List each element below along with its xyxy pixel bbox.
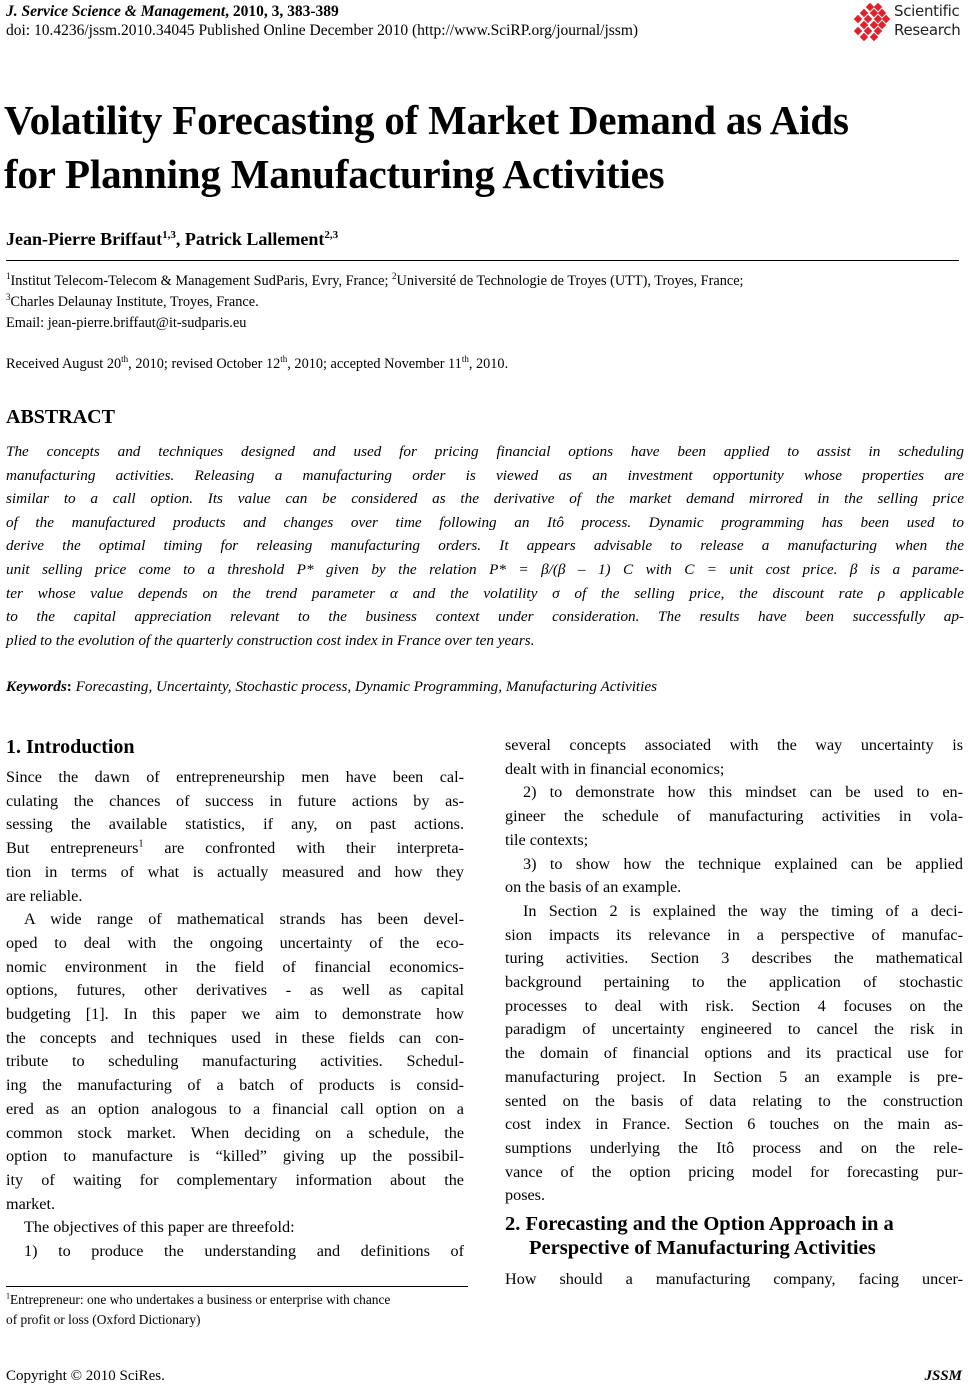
doi-line: doi: 10.4236/jssm.2010.34045 Published Online December 2010 (http://www.SciRP.org/journal/jssm) (6, 22, 639, 39)
text-line (6, 837, 464, 861)
abstract-line: derive the optimal timing for releasing manufacturing orders. It appears advisable to release a manufacturing when the (6, 537, 964, 555)
ordinal-sup: th (280, 354, 288, 365)
abstract-heading: ABSTRACT (6, 406, 115, 428)
affil-sup: 1 (6, 271, 11, 282)
paper-title (4, 93, 964, 201)
logo-diamond (854, 15, 862, 23)
text-line: oped to deal with the ongoing uncertainty of the eco- (6, 933, 464, 952)
paragraph (505, 1268, 963, 1292)
revised-text: , 2010; revised October 12 (128, 356, 281, 372)
abstract-line: The concepts and techniques designed and used for pricing financial options have been applied to assist in scheduling (6, 443, 964, 460)
text-line: sumptions underlying the Itô process and on the rele- (505, 1138, 963, 1157)
text-line: common stock market. When deciding on a schedule, the (6, 1123, 464, 1142)
text-line: How should a manufacturing company, facing uncer- (505, 1270, 963, 1289)
received-text: Received August 20 (6, 356, 122, 372)
text-line: ity of waiting for complementary information about the (6, 1170, 464, 1189)
ordinal-sup: th (121, 354, 129, 365)
journal-volume-pages: , 2010, 3, 383-389 (225, 3, 339, 20)
footnote-text: Entrepreneur: one who undertakes a business or enterprise with chance (10, 1292, 391, 1307)
abstract-line: ter whose value depends on the trend parameter α and the volatility σ of the selling price, the discount rate ρ applicable (6, 584, 964, 602)
text-line: nomic environment in the field of financial economics- (6, 957, 464, 976)
abstract-body (6, 440, 964, 652)
section-heading-forecasting (505, 1212, 963, 1260)
text-line: ered as an option analogous to a financial call option on a (6, 1099, 464, 1118)
text-fragment: are confronted with their interpreta- (143, 839, 464, 858)
copyright: Copyright © 2010 SciRes. (6, 1368, 165, 1384)
keywords-label: Keywords (6, 678, 67, 695)
author-list: Jean-Pierre Briffaut$^{1,3}$, Patrick Lallement$^{2,3}$ (6, 229, 339, 249)
text-line: 1) to produce the understanding and definitions of (24, 1242, 464, 1261)
received-dates (6, 356, 508, 373)
text-line: In Section 2 is explained the way the timing of a deci- (523, 901, 963, 920)
text-line: 2) to demonstrate how this mindset can be used to en- (523, 783, 963, 802)
text-line: The objectives of this paper are threefold: (24, 1218, 295, 1237)
abstract-line: plied to the evolution of the quarterly construction cost index in France over ten years. (6, 631, 535, 649)
email-line: Email: jean-pierre.briffaut@it-sudparis.eu (6, 315, 247, 331)
abstract-line: to the capital appreciation relevant to the business context under consideration. The results have been successfully ap- (6, 608, 964, 626)
journal-abbrev: JSSM (924, 1368, 962, 1384)
author-affil-sup: 2,3 (324, 229, 339, 241)
paragraph (6, 1240, 464, 1264)
paragraph (505, 900, 963, 1208)
text-line: the concepts and techniques used in these fields can con- (6, 1028, 464, 1047)
paragraph (6, 908, 464, 1216)
affiliation-3: Charles Delaunay Institute, Troyes, France. (10, 294, 259, 310)
author-affil-sup: 1,3 (162, 229, 176, 241)
right-column (505, 734, 963, 1292)
text-line: dealt with in financial economics; (505, 759, 725, 778)
text-line: tile contexts; (505, 830, 589, 849)
keywords-separator: : (66, 678, 76, 695)
text-line: processes to deal with risk. Section 4 focuses on the (505, 996, 963, 1015)
ordinal-sup: th (461, 354, 469, 365)
footnote-number: 1 (6, 1291, 10, 1301)
text-line: poses. (505, 1186, 546, 1205)
journal-name: J. Service Science & Management (6, 3, 226, 20)
author-name: Patrick Lallement (184, 229, 325, 249)
footnote-divider (6, 1286, 468, 1287)
text-line: on the basis of an example. (505, 878, 682, 897)
left-column (6, 734, 464, 1264)
text-fragment: But entrepreneurs (6, 839, 139, 858)
keywords-list: Forecasting, Uncertainty, Stochastic process, Dynamic Programming, Manufacturing Activities (75, 678, 658, 695)
keywords (6, 678, 657, 696)
paragraph (6, 1216, 464, 1240)
accepted-text: , 2010; accepted November 11 (287, 356, 462, 372)
publisher-logo (850, 2, 968, 46)
affiliation-2: Université de Technologie de Troyes (UTT), Troyes, France; (396, 273, 744, 289)
footnote-text: of profit or loss (Oxford Dictionary) (6, 1312, 201, 1327)
text-line: 3) to show how the technique explained can be applied (523, 854, 963, 873)
journal-citation (6, 3, 339, 21)
red-diamond-cluster-icon (850, 3, 892, 43)
text-line: culating the chances of success in future actions by as- (6, 791, 464, 810)
abstract-line: similar to a call option. Its value can be considered as the derivative of the market demand mirrored in the selling price (6, 490, 964, 508)
text-line: market. (6, 1194, 55, 1213)
affil-sup: 3 (6, 292, 11, 303)
abstract-line: unit selling price come to a threshold P* given by the relation P* = β/(β – 1) C with C = unit cost price. β is a parame- (6, 560, 964, 578)
text-line: manufacturing project. In Section 5 an example is pre- (505, 1067, 963, 1086)
paragraph (505, 781, 963, 852)
text-line: ing the manufacturing of a batch of products is consid- (6, 1076, 464, 1095)
text-line: several concepts associated with the way uncertainty is (505, 736, 963, 754)
text-line: vance of the option pricing model for forecasting pur- (505, 1162, 963, 1181)
footnote (6, 1290, 466, 1330)
title-line-1: Volatility Forecasting of Market Demand as Aids (4, 97, 849, 143)
affiliations (6, 271, 744, 334)
paragraph (505, 853, 963, 900)
section-heading-introduction: 1. Introduction (6, 736, 135, 758)
logo-diamond (854, 27, 862, 35)
header-divider (6, 260, 959, 261)
text-line: A wide range of mathematical strands has been devel- (24, 910, 464, 929)
text-line: cost index in France. Section 6 touches on the main as- (505, 1115, 963, 1134)
text-line: option to manufacture is “killed” giving up the possibil- (6, 1147, 464, 1166)
year-text: , 2010. (468, 356, 509, 372)
logo-line-1: Scientific (894, 2, 960, 20)
text-line: tribute to scheduling manufacturing activities. Schedul- (6, 1052, 464, 1071)
paragraph (505, 734, 963, 781)
footnote-ref[interactable]: 1 (138, 838, 144, 850)
title-line-2: for Planning Manufacturing Activities (4, 151, 665, 197)
author-name: Jean-Pierre Briffaut (6, 229, 163, 249)
text-line: the domain of financial options and its practical use for (505, 1044, 963, 1063)
affiliation-1: Institut Telecom-Telecom & Management SudParis, Evry, France; (10, 273, 393, 289)
text-line: sented on the basis of data relating to the construction (505, 1091, 963, 1110)
text-line: options, futures, other derivatives - as well as capital (6, 981, 464, 1000)
logo-line-2: Research (894, 21, 961, 39)
text-line: sion impacts its relevance in a perspective of manufac- (505, 925, 963, 944)
text-line: Since the dawn of entrepreneurship men have been cal- (6, 768, 464, 786)
text-line: gineer the schedule of manufacturing activities in vola- (505, 807, 963, 826)
abstract-line: of the manufactured products and changes over time following an Itô process. Dynamic programming has been used to (6, 513, 964, 531)
heading-line-2: Perspective of Manufacturing Activities (529, 1237, 876, 1260)
text-line: sessing the available statistics, if any, on past actions. (6, 815, 464, 834)
text-line: tion in terms of what is actually measured and how they (6, 862, 464, 881)
text-line: background pertaining to the application of stochastic (505, 973, 963, 992)
text-line: paradigm of uncertainty engineered to cancel the risk in (505, 1020, 963, 1039)
text-line: turing activities. Section 3 describes the mathematical (505, 949, 963, 968)
paragraph (6, 766, 464, 908)
abstract-line: manufacturing activities. Releasing a manufacturing order is viewed as an investment opportunity whose properties are (6, 466, 964, 484)
logo-text (894, 2, 960, 40)
heading-line-1: 2. Forecasting and the Option Approach in a (505, 1213, 894, 1236)
affil-sup: 2 (392, 271, 397, 282)
text-line: are reliable. (6, 886, 83, 905)
text-line: budgeting [1]. In this paper we aim to demonstrate how (6, 1005, 464, 1024)
